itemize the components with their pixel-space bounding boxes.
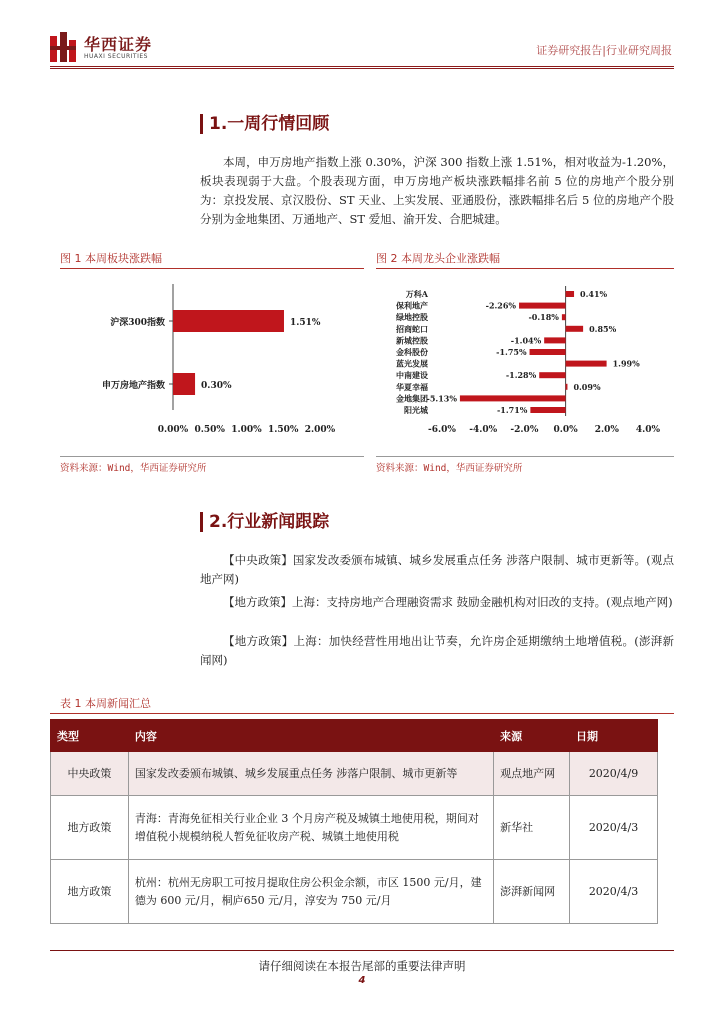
news-item-2: 【地方政策】上海：支持房地产合理融资需求 鼓励金融机构对旧改的支持。(观点地产网) bbox=[223, 595, 673, 609]
fig2-bar bbox=[544, 337, 565, 343]
fig2-value-label: -1.75% bbox=[496, 347, 527, 357]
fig1-value-label: 0.30% bbox=[201, 381, 232, 391]
fig2-category-label: 招商蛇口 bbox=[396, 323, 428, 334]
fig2-category-label: 阳光城 bbox=[404, 405, 428, 415]
table-cell-source: 观点地产网 bbox=[494, 752, 570, 796]
fig1-x-tick-label: 1.50% bbox=[268, 425, 299, 435]
table-row bbox=[51, 752, 658, 796]
figure-1-title: 图 1 本周板块涨跌幅 bbox=[60, 252, 162, 265]
fig2-category-label: 新城控股 bbox=[396, 335, 428, 346]
fig2-bar bbox=[566, 361, 607, 367]
table-cell-source: 新华社 bbox=[494, 796, 570, 860]
fig2-category-label: 中南建设 bbox=[396, 370, 428, 381]
fig2-bar bbox=[530, 407, 565, 413]
table-cell-date: 2020/4/3 bbox=[570, 796, 658, 860]
table-cell-type: 地方政策 bbox=[51, 860, 129, 924]
table-cell-content: 杭州：杭州无房职工可按月提取住房公积金余额，市区 1500 元/月，建德为 600 元/月，桐庐650 元/月，淳安为 750 元/月 bbox=[128, 860, 493, 924]
header-divider bbox=[50, 66, 674, 67]
fig2-category-label: 蓝光发展 bbox=[396, 358, 428, 369]
fig2-category-label: 绿地控股 bbox=[396, 312, 428, 323]
table-header-content: 内容 bbox=[128, 720, 493, 752]
fig2-category-label: 金科股份 bbox=[396, 347, 428, 357]
fig2-bar bbox=[566, 384, 568, 390]
table-cell-content: 国家发改委颁布城镇、城乡发展重点任务 涉落户限制、城市更新等 bbox=[128, 752, 493, 796]
table-1-title: 表 1 本周新闻汇总 bbox=[60, 697, 151, 710]
fig1-category-label: 沪深300指数 bbox=[110, 318, 165, 328]
fig2-category-label: 保利地产 bbox=[396, 300, 428, 311]
fig2-value-label: 0.85% bbox=[589, 323, 617, 334]
table-cell-type: 中央政策 bbox=[51, 752, 129, 796]
figure-1-source: 资料来源：Wind，华西证券研究所 bbox=[60, 463, 207, 474]
fig2-value-label: -1.71% bbox=[496, 405, 528, 415]
fig2-value-label: 0.41% bbox=[580, 289, 608, 299]
fig2-bar bbox=[566, 326, 584, 332]
fig2-bar bbox=[519, 303, 566, 309]
fig2-x-tick-label: -2.0% bbox=[510, 425, 539, 435]
fig1-x-tick-label: 1.00% bbox=[231, 425, 262, 435]
report-type-label: 证券研究报告|行业研究周报 bbox=[536, 44, 672, 57]
figure-2-chart bbox=[376, 272, 674, 444]
figure-2-title: 图 2 本周龙头企业涨跌幅 bbox=[376, 252, 500, 265]
fig2-value-label: -5.13% bbox=[426, 393, 457, 404]
news-item-1: 【中央政策】国家发改委颁布城镇、城乡发展重点任务 涉落户限制、城市更新等。(观点地产网) bbox=[200, 553, 674, 586]
fig2-x-tick-label: 2.0% bbox=[594, 425, 619, 435]
news-summary-table bbox=[50, 719, 658, 924]
footer-divider bbox=[50, 950, 674, 951]
news-item-3: 【地方政策】上海：加快经营性用地出让节奏，允许房企延期缴纳土地增值税。(澎湃新闻网) bbox=[200, 634, 674, 667]
fig2-category-label: 金地集团 bbox=[396, 393, 428, 404]
fig1-x-tick-label: 2.00% bbox=[304, 425, 336, 435]
table-row bbox=[51, 860, 658, 924]
fig2-bar bbox=[562, 314, 566, 320]
fig2-category-label: 万科A bbox=[405, 289, 428, 299]
fig2-value-label: -1.28% bbox=[505, 370, 537, 381]
fig2-bar bbox=[539, 372, 565, 378]
fig2-value-label: -1.04% bbox=[510, 335, 542, 346]
fig2-category-label: 华夏幸福 bbox=[396, 381, 428, 392]
section-1-paragraph: 本周，申万房地产指数上涨 0.30%，沪深 300 指数上涨 1.51%，相对收益为-1.20%，板块表现弱于大盘。个股表现方面，申万房地产板块涨跌幅排名前 5 位的房地产个股分别为：京投发展、京汉股份、ST 天业、上实发展、亚通股份，涨跌幅排名后 5 位的房地产个股分别为金地集团、万通地产、ST 爱旭、渝开发、合肥城建。 bbox=[200, 155, 674, 226]
table-cell-date: 2020/4/3 bbox=[570, 860, 658, 924]
fig2-bar bbox=[566, 291, 574, 297]
fig1-x-tick-label: 0.00% bbox=[157, 425, 189, 435]
fig2-value-label: -0.18% bbox=[528, 312, 559, 323]
table-cell-type: 地方政策 bbox=[51, 796, 129, 860]
table-cell-date: 2020/4/9 bbox=[570, 752, 658, 796]
table-row bbox=[51, 796, 658, 860]
fig1-value-label: 1.51% bbox=[289, 318, 321, 328]
fig2-x-tick-label: -6.0% bbox=[428, 425, 456, 435]
fig1-category-label: 申万房地产指数 bbox=[101, 381, 165, 391]
fig1-bar bbox=[173, 310, 284, 332]
fig2-x-tick-label: 4.0% bbox=[635, 425, 661, 435]
fig2-value-label: 0.09% bbox=[573, 381, 601, 392]
table-header-row bbox=[51, 720, 658, 752]
figure-2-source: 资料来源：Wind，华西证券研究所 bbox=[376, 463, 523, 474]
fig1-x-tick-label: 0.50% bbox=[194, 425, 225, 435]
figure-1-chart bbox=[60, 272, 364, 444]
fig2-x-tick-label: -4.0% bbox=[469, 425, 498, 435]
section-2-title: 2.行业新闻跟踪 bbox=[200, 512, 329, 532]
huaxi-logo-icon bbox=[50, 32, 76, 62]
header-divider-secondary bbox=[50, 68, 674, 69]
table-cell-source: 澎湃新闻网 bbox=[494, 860, 570, 924]
fig2-bar bbox=[530, 349, 566, 355]
fig2-bar bbox=[460, 395, 566, 401]
logo-english-name: HUAXI SECURITIES bbox=[84, 53, 148, 60]
fig2-value-label: -2.26% bbox=[485, 300, 517, 311]
table-cell-content: 青海：青海免征相关行业企业 3 个月房产税及城镇土地使用税，期间对增值税小规模纳税人暂免征收房产税、城镇土地使用税 bbox=[128, 796, 493, 860]
fig1-bar bbox=[173, 373, 195, 395]
figure-1-bottom-rule bbox=[60, 456, 364, 457]
table-header-source: 来源 bbox=[494, 720, 570, 752]
footer-disclaimer: 请仔细阅读在本报告尾部的重要法律声明 bbox=[258, 959, 466, 973]
figure-2-title-rule bbox=[376, 268, 674, 269]
table-header-date: 日期 bbox=[570, 720, 658, 752]
page-number: 4 bbox=[358, 975, 366, 986]
figure-1-title-rule bbox=[60, 268, 364, 269]
fig2-value-label: 1.99% bbox=[612, 358, 640, 369]
figure-2-bottom-rule bbox=[376, 456, 674, 457]
table-header-type: 类型 bbox=[51, 720, 129, 752]
logo-chinese-name: 华西证券 bbox=[84, 35, 153, 54]
section-1-title: 1.一周行情回顾 bbox=[200, 114, 329, 134]
fig2-x-tick-label: 0.0% bbox=[553, 425, 578, 435]
table-1-title-rule bbox=[50, 713, 674, 714]
